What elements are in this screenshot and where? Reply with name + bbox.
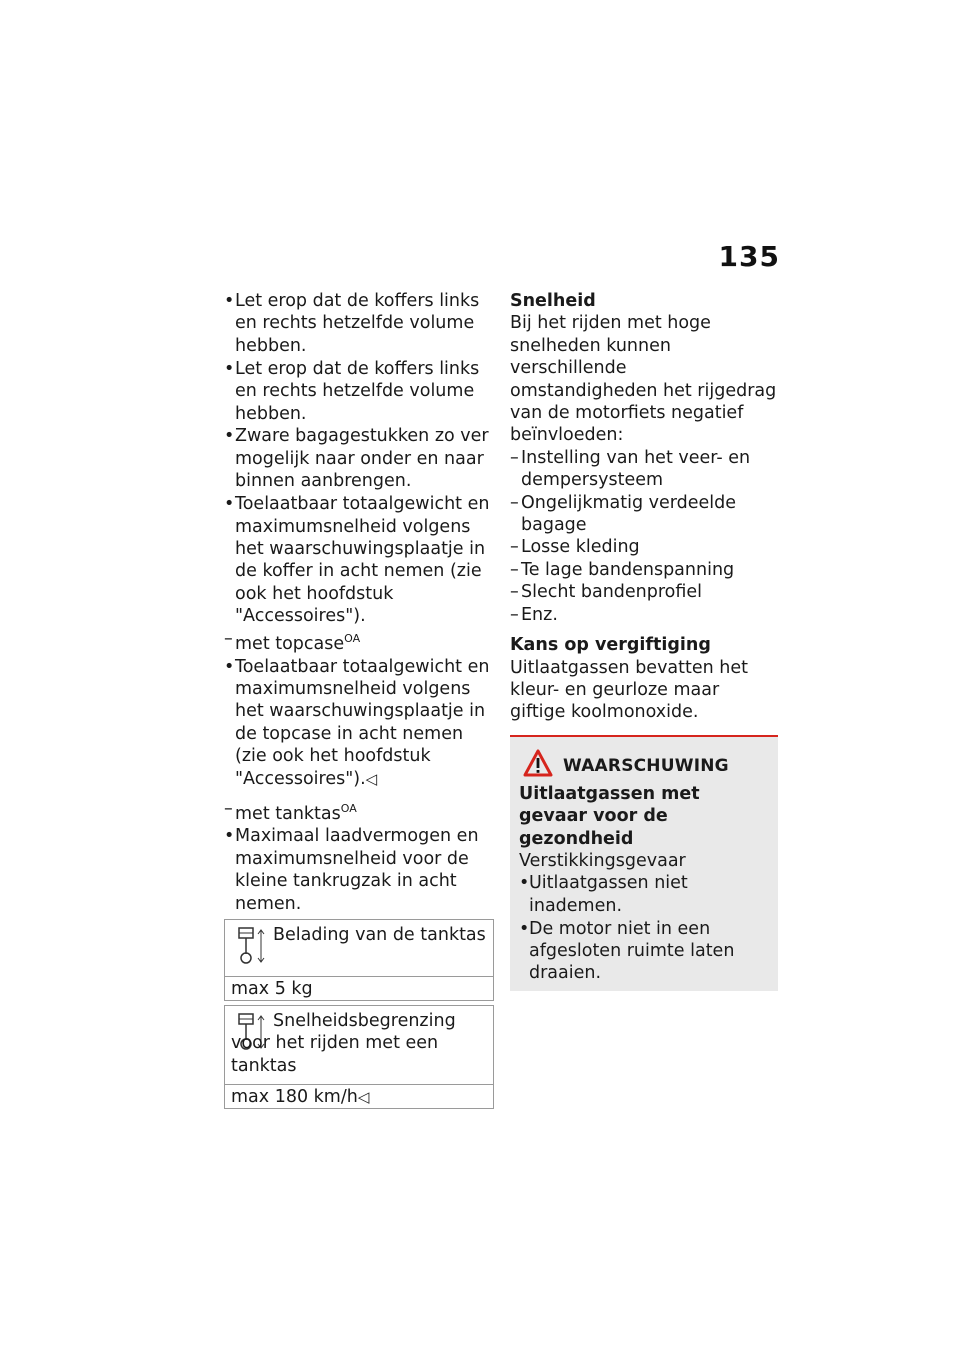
poison-heading: Kans op vergiftiging bbox=[510, 635, 711, 656]
option-badge: OA bbox=[344, 632, 361, 646]
list-item: • Maximaal laadvermogen en maximumsnelheid voor de kleine tankrugzak in acht nemen. bbox=[224, 826, 479, 914]
spec-speed-header: Snelheidsbegrenzing voor het rijden met een tanktas bbox=[231, 1010, 456, 1076]
tanktas-heading: – met tanktas$^{OA}$ bbox=[224, 798, 357, 824]
bullet-dot: • bbox=[519, 873, 530, 894]
list-item: • Zware bagagestukken zo ver mogelijk naar onder en naar binnen aanbrengen. bbox=[224, 426, 489, 492]
bullet-dot: • bbox=[224, 426, 235, 447]
warning-title: WAARSCHUWING bbox=[563, 755, 729, 776]
speed-heading: Snelheid bbox=[510, 291, 596, 311]
bullet-dot: • bbox=[519, 918, 530, 939]
poison-text: Uitlaatgassen bevatten het kleur- en geurloze maar giftige koolmonoxide. bbox=[510, 657, 749, 723]
end-of-section-icon: ◁ bbox=[365, 769, 378, 788]
warning-subtitle: Uitlaatgassen met gevaar voor de gezondheid bbox=[519, 783, 700, 849]
list-item: • Toelaatbaar totaalgewicht en maximumsnelheid volgens het waarschuwingsplaatje in de koffer in acht nemen (zie ook het hoofdstuk "Accessoires"). bbox=[224, 494, 490, 627]
list-item: – Enz. bbox=[510, 604, 558, 625]
list-item: – Ongelijkmatig verdeelde bagage bbox=[510, 492, 737, 536]
bullet-dot: • bbox=[224, 291, 235, 311]
list-item: • Let erop dat de koffers links en rechts hetzelfde volume hebben. bbox=[224, 291, 480, 356]
bullet-dot: • bbox=[224, 826, 235, 847]
list-item: • Uitlaatgassen niet inademen. bbox=[519, 873, 688, 916]
spec-load-value: max 5 kg bbox=[225, 976, 493, 1000]
speed-intro: Bij het rijden met hoge snelheden kunnen verschillende omstandigheden het rijgedrag van de motorfiets negatief beïnvloeden: bbox=[510, 313, 777, 446]
spec-load-table bbox=[224, 919, 494, 1001]
spec-load-header: Belading van de tanktas bbox=[225, 920, 493, 976]
warning-box bbox=[510, 735, 778, 992]
left-column bbox=[224, 290, 494, 1109]
bullet-dot: • bbox=[224, 656, 235, 677]
page-number: 135 bbox=[718, 240, 780, 273]
right-column bbox=[510, 290, 778, 991]
spec-speed-table bbox=[224, 1005, 494, 1109]
warning-hazard: Verstikkingsgevaar bbox=[519, 850, 686, 871]
list-item: • Toelaatbaar totaalgewicht en maximumsnelheid volgens het waarschuwingsplaatje in de topcase in acht nemen (zie ook het hoofdstuk "Accessoires").◁ bbox=[224, 656, 490, 789]
list-item: – Losse kleding bbox=[510, 537, 640, 558]
list-item: – Instelling van het veer- en dempersysteem bbox=[510, 447, 751, 491]
topcase-heading: – met topcase$^{OA}$ bbox=[224, 629, 361, 655]
option-badge: OA bbox=[340, 801, 357, 815]
list-item: – Slecht bandenprofiel bbox=[510, 582, 703, 603]
bullet-dot: • bbox=[224, 494, 235, 515]
luggage-load-icon bbox=[235, 926, 267, 966]
end-of-section-icon: ◁ bbox=[357, 1087, 370, 1106]
bullet-dot: • bbox=[224, 358, 235, 379]
warning-triangle-icon bbox=[523, 749, 553, 777]
list-item: • Let erop dat de koffers links en rechts hetzelfde volume hebben. bbox=[224, 358, 480, 424]
warning-header bbox=[519, 749, 770, 783]
list-item: • De motor niet in een afgesloten ruimte laten draaien. bbox=[519, 918, 735, 984]
spec-speed-value: max 180 km/h◁ bbox=[225, 1084, 493, 1108]
list-item: – Te lage bandenspanning bbox=[510, 559, 735, 580]
